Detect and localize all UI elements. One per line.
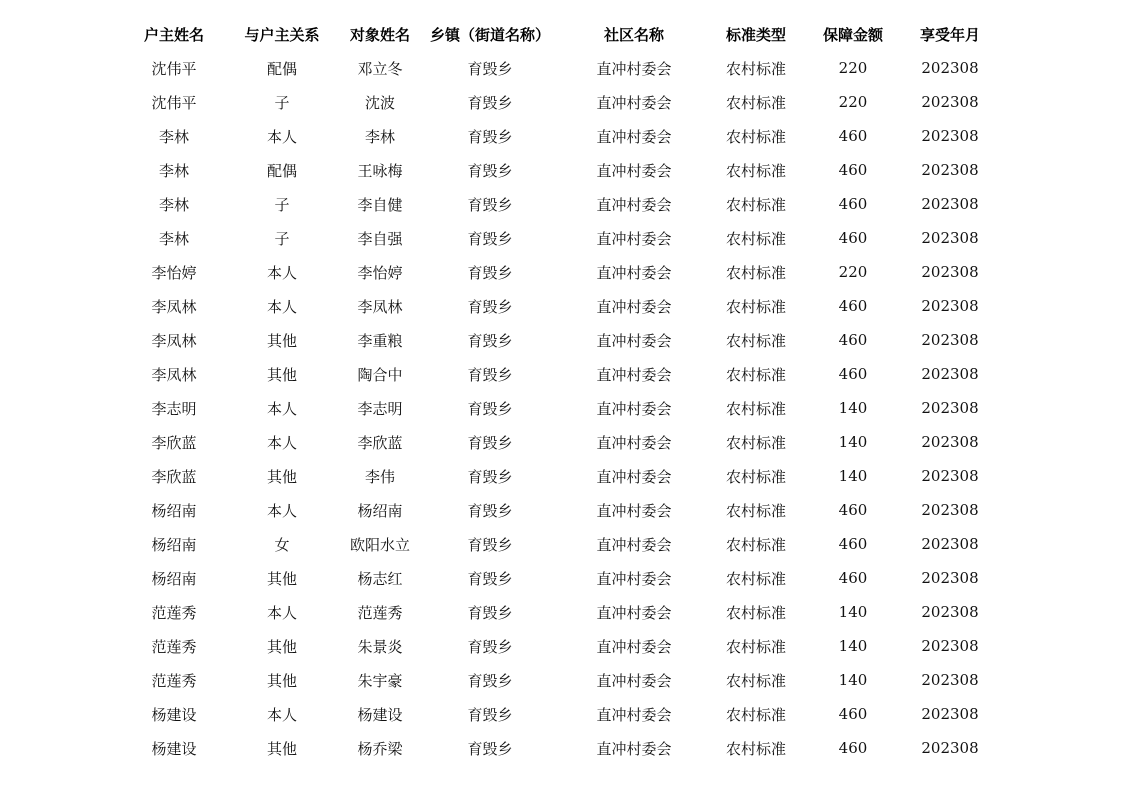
recipient-name-cell: 邓立冬 [357,59,403,78]
relation-cell: 子 [274,195,290,214]
relation-cell: 其他 [266,739,297,758]
township-cell: 育毁乡 [467,671,513,690]
householder-name-cell: 李林 [158,195,189,214]
period-cell: 202308 [921,603,979,621]
township-cell: 育毁乡 [467,297,513,316]
community-cell: 直冲村委会 [596,399,672,418]
table-row [121,493,995,527]
standard-type-cell: 农村标准 [725,331,786,350]
amount-cell: 460 [838,535,868,553]
amount-cell: 220 [838,93,868,111]
period-cell: 202308 [921,331,979,349]
standard-type-cell: 农村标准 [725,501,786,520]
township-cell: 育毁乡 [467,399,513,418]
amount-cell: 460 [838,229,868,247]
header-community: 社区名称 [603,25,664,44]
community-cell: 直冲村委会 [596,263,672,282]
recipient-name-cell: 沈波 [364,93,395,112]
table-row [121,459,995,493]
householder-name-cell: 李欣蓝 [151,433,197,452]
community-cell: 直冲村委会 [596,467,672,486]
table-row [121,697,995,731]
recipient-name-cell: 李怡婷 [357,263,403,282]
relation-cell: 其他 [266,637,297,656]
community-cell: 直冲村委会 [596,229,672,248]
table-row [121,85,995,119]
period-cell: 202308 [921,263,979,281]
period-cell: 202308 [921,229,979,247]
relation-cell: 本人 [266,433,297,452]
township-cell: 育毁乡 [467,127,513,146]
amount-cell: 460 [838,127,868,145]
recipient-name-cell: 欧阳水立 [349,535,410,554]
township-cell: 育毁乡 [467,501,513,520]
recipient-name-cell: 陶合中 [357,365,403,384]
standard-type-cell: 农村标准 [725,569,786,588]
period-cell: 202308 [921,671,979,689]
table-row [121,357,995,391]
township-cell: 育毁乡 [467,603,513,622]
community-cell: 直冲村委会 [596,637,672,656]
header-township: 乡镇（街道名称） [429,25,550,44]
community-cell: 直冲村委会 [596,739,672,758]
amount-cell: 460 [838,331,868,349]
community-cell: 直冲村委会 [596,297,672,316]
period-cell: 202308 [921,93,979,111]
standard-type-cell: 农村标准 [725,195,786,214]
householder-name-cell: 沈伟平 [151,93,197,112]
amount-cell: 460 [838,705,868,723]
amount-cell: 460 [838,195,868,213]
relation-cell: 配偶 [266,59,297,78]
community-cell: 直冲村委会 [596,535,672,554]
householder-name-cell: 杨绍南 [151,569,197,588]
amount-cell: 220 [838,263,868,281]
recipient-name-cell: 李重粮 [357,331,403,350]
township-cell: 育毁乡 [467,705,513,724]
standard-type-cell: 农村标准 [725,399,786,418]
householder-name-cell: 李欣蓝 [151,467,197,486]
table-row [121,595,995,629]
township-cell: 育毁乡 [467,637,513,656]
table-row [121,119,995,153]
community-cell: 直冲村委会 [596,331,672,350]
householder-name-cell: 李凤林 [151,365,197,384]
township-cell: 育毁乡 [467,229,513,248]
community-cell: 直冲村委会 [596,161,672,180]
standard-type-cell: 农村标准 [725,705,786,724]
householder-name-cell: 范莲秀 [151,637,197,656]
relation-cell: 本人 [266,399,297,418]
period-cell: 202308 [921,467,979,485]
period-cell: 202308 [921,705,979,723]
table-row [121,153,995,187]
standard-type-cell: 农村标准 [725,263,786,282]
period-cell: 202308 [921,297,979,315]
header-recipient-name: 对象姓名 [349,25,410,44]
householder-name-cell: 李林 [158,161,189,180]
recipient-name-cell: 李欣蓝 [357,433,403,452]
householder-name-cell: 杨建设 [151,705,197,724]
amount-cell: 460 [838,365,868,383]
standard-type-cell: 农村标准 [725,433,786,452]
relation-cell: 子 [274,229,290,248]
relation-cell: 女 [274,535,290,554]
recipient-name-cell: 杨乔梁 [357,739,403,758]
township-cell: 育毁乡 [467,263,513,282]
table-row [121,663,995,697]
householder-name-cell: 李凤林 [151,297,197,316]
township-cell: 育毁乡 [467,433,513,452]
community-cell: 直冲村委会 [596,127,672,146]
amount-cell: 460 [838,569,868,587]
recipient-name-cell: 李自强 [357,229,403,248]
amount-cell: 140 [838,603,868,621]
standard-type-cell: 农村标准 [725,365,786,384]
relation-cell: 本人 [266,501,297,520]
amount-cell: 140 [838,433,868,451]
header-standard-type: 标准类型 [725,25,786,44]
community-cell: 直冲村委会 [596,433,672,452]
relation-cell: 其他 [266,569,297,588]
period-cell: 202308 [921,59,979,77]
householder-name-cell: 李凤林 [151,331,197,350]
period-cell: 202308 [921,535,979,553]
period-cell: 202308 [921,501,979,519]
township-cell: 育毁乡 [467,739,513,758]
standard-type-cell: 农村标准 [725,739,786,758]
recipient-name-cell: 杨绍南 [357,501,403,520]
period-cell: 202308 [921,127,979,145]
community-cell: 直冲村委会 [596,705,672,724]
householder-name-cell: 李林 [158,229,189,248]
recipient-name-cell: 朱景炎 [357,637,403,656]
recipient-name-cell: 李自健 [357,195,403,214]
relation-cell: 其他 [266,467,297,486]
recipient-name-cell: 杨建设 [357,705,403,724]
recipient-name-cell: 李伟 [364,467,395,486]
amount-cell: 140 [838,399,868,417]
relation-cell: 本人 [266,705,297,724]
table-row [121,289,995,323]
community-cell: 直冲村委会 [596,365,672,384]
amount-cell: 460 [838,501,868,519]
beneficiary-table [121,17,995,765]
relation-cell: 本人 [266,297,297,316]
relation-cell: 本人 [266,263,297,282]
period-cell: 202308 [921,161,979,179]
standard-type-cell: 农村标准 [725,93,786,112]
standard-type-cell: 农村标准 [725,637,786,656]
table-row [121,221,995,255]
community-cell: 直冲村委会 [596,195,672,214]
township-cell: 育毁乡 [467,93,513,112]
table-row [121,323,995,357]
period-cell: 202308 [921,637,979,655]
standard-type-cell: 农村标准 [725,161,786,180]
township-cell: 育毁乡 [467,331,513,350]
householder-name-cell: 范莲秀 [151,671,197,690]
table-header [121,17,995,51]
relation-cell: 配偶 [266,161,297,180]
community-cell: 直冲村委会 [596,603,672,622]
amount-cell: 220 [838,59,868,77]
header-period: 享受年月 [919,25,980,44]
table-row [121,561,995,595]
period-cell: 202308 [921,739,979,757]
community-cell: 直冲村委会 [596,501,672,520]
relation-cell: 其他 [266,671,297,690]
householder-name-cell: 杨绍南 [151,501,197,520]
period-cell: 202308 [921,569,979,587]
township-cell: 育毁乡 [467,467,513,486]
amount-cell: 140 [838,467,868,485]
standard-type-cell: 农村标准 [725,297,786,316]
community-cell: 直冲村委会 [596,93,672,112]
table-row [121,527,995,561]
recipient-name-cell: 杨志红 [357,569,403,588]
relation-cell: 其他 [266,331,297,350]
table-row [121,731,995,765]
amount-cell: 460 [838,161,868,179]
community-cell: 直冲村委会 [596,59,672,78]
householder-name-cell: 杨建设 [151,739,197,758]
township-cell: 育毁乡 [467,195,513,214]
table-row [121,391,995,425]
householder-name-cell: 李怡婷 [151,263,197,282]
community-cell: 直冲村委会 [596,569,672,588]
table-row [121,629,995,663]
header-relation-to-householder: 与户主关系 [244,25,320,44]
recipient-name-cell: 李林 [364,127,395,146]
householder-name-cell: 杨绍南 [151,535,197,554]
table-row [121,51,995,85]
township-cell: 育毁乡 [467,365,513,384]
period-cell: 202308 [921,365,979,383]
relation-cell: 其他 [266,365,297,384]
township-cell: 育毁乡 [467,569,513,588]
standard-type-cell: 农村标准 [725,671,786,690]
period-cell: 202308 [921,433,979,451]
standard-type-cell: 农村标准 [725,229,786,248]
standard-type-cell: 农村标准 [725,127,786,146]
recipient-name-cell: 朱宇豪 [357,671,403,690]
standard-type-cell: 农村标准 [725,603,786,622]
period-cell: 202308 [921,399,979,417]
period-cell: 202308 [921,195,979,213]
table-row [121,187,995,221]
community-cell: 直冲村委会 [596,671,672,690]
householder-name-cell: 李志明 [151,399,197,418]
standard-type-cell: 农村标准 [725,59,786,78]
householder-name-cell: 范莲秀 [151,603,197,622]
householder-name-cell: 沈伟平 [151,59,197,78]
amount-cell: 460 [838,297,868,315]
recipient-name-cell: 王咏梅 [357,161,403,180]
township-cell: 育毁乡 [467,161,513,180]
relation-cell: 子 [274,93,290,112]
relation-cell: 本人 [266,603,297,622]
amount-cell: 140 [838,671,868,689]
table-row [121,425,995,459]
recipient-name-cell: 李志明 [357,399,403,418]
header-householder-name: 户主姓名 [143,25,204,44]
amount-cell: 460 [838,739,868,757]
township-cell: 育毁乡 [467,535,513,554]
standard-type-cell: 农村标准 [725,467,786,486]
recipient-name-cell: 范莲秀 [357,603,403,622]
township-cell: 育毁乡 [467,59,513,78]
recipient-name-cell: 李凤林 [357,297,403,316]
amount-cell: 140 [838,637,868,655]
householder-name-cell: 李林 [158,127,189,146]
table-row [121,255,995,289]
table-body [121,51,995,765]
header-row [121,17,995,51]
relation-cell: 本人 [266,127,297,146]
header-amount: 保障金额 [822,25,883,44]
standard-type-cell: 农村标准 [725,535,786,554]
